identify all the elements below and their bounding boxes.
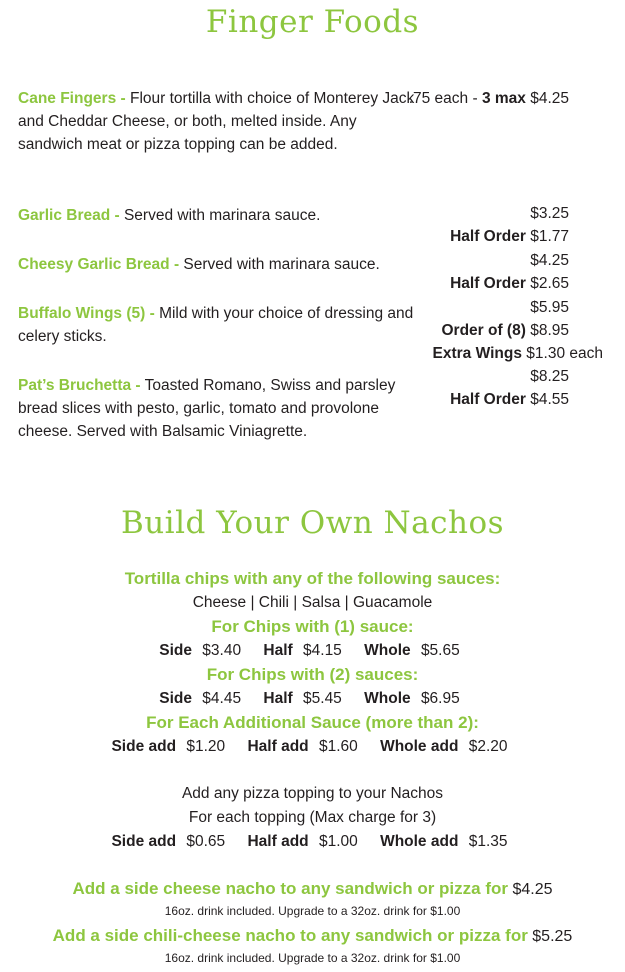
price-pair (247, 833, 363, 850)
price-value: $3.40 (202, 642, 242, 659)
price-label: Side (159, 642, 192, 659)
price-line (450, 202, 569, 225)
price-value: $8.95 (530, 322, 569, 339)
menu-item-cheesy-garlic-bread (18, 253, 418, 276)
price-line (433, 296, 569, 319)
price-label: Half Order (450, 391, 526, 408)
price-line (409, 87, 569, 110)
price-value: $2.65 (530, 275, 569, 292)
price-value: $2.20 (468, 738, 508, 755)
topping-line-2: For each topping (Max charge for 3) (188, 809, 437, 826)
price-column (450, 202, 569, 248)
price-label: Whole add (380, 738, 459, 755)
side-cheese-drink-note: 16oz. drink included. Upgrade to a 32oz. drink for $1.00 (164, 904, 461, 918)
item-description: Served with marinara sauce. (183, 256, 380, 273)
one-sauce-prices (0, 639, 625, 663)
price-label: Whole (364, 690, 411, 707)
price-label: Half add (247, 833, 309, 850)
price-label: Half Order (450, 228, 526, 245)
price-label: Extra Wings (432, 345, 522, 362)
price-label: Half add (247, 738, 309, 755)
price-line (450, 249, 569, 272)
price-label: 3 max (481, 90, 526, 107)
offer-price: $5.25 (532, 928, 573, 945)
nachos-section (0, 567, 625, 971)
nachos-title: Build Your Own Nachos (120, 505, 505, 541)
price-value: $1.35 (468, 833, 508, 850)
price-line (450, 365, 569, 388)
side-chili-drink-note: 16oz. drink included. Upgrade to a 32oz. drink for $1.00 (164, 951, 461, 965)
item-name: Garlic Bread - (18, 207, 120, 224)
price-value: $1.20 (186, 738, 226, 755)
item-description: Toasted Romano, Swiss and parsley bread slices with pesto, garlic, tomato and provolone cheese. Served with Balsamic Viniagrette. (18, 377, 396, 440)
price-value: $5.95 (530, 299, 569, 316)
two-sauce-heading: For Chips with (2) sauces: (206, 665, 419, 684)
price-column (450, 249, 569, 295)
price-label: Side (159, 690, 192, 707)
price-pair (159, 642, 247, 659)
price-pair (263, 690, 347, 707)
sauce-list: Cheese | Chili | Salsa | Guacamole (192, 594, 433, 611)
topping-prices (0, 830, 625, 854)
finger-foods-title: Finger Foods (205, 4, 420, 40)
price-value: $0.65 (186, 833, 226, 850)
item-name: Cheesy Garlic Bread - (18, 256, 180, 273)
item-name: Cane Fingers - (18, 90, 126, 107)
offer-label: Add a side cheese nacho to any sandwich or pizza for (72, 879, 508, 898)
price-value: $5.45 (303, 690, 342, 707)
price-pair (159, 690, 247, 707)
price-value: $5.65 (420, 642, 460, 659)
price-line (450, 272, 569, 295)
price-label: Half (263, 690, 293, 707)
side-chili-cheese-nacho-offer (0, 924, 625, 949)
price-value: $1.00 (318, 833, 358, 850)
price-value: $4.25 (530, 252, 569, 269)
price-label: Side add (111, 833, 177, 850)
price-prefix: .75 each - (408, 90, 482, 107)
price-value: $6.95 (420, 690, 460, 707)
menu-item-garlic-bread (18, 204, 418, 227)
item-description: Served with marinara sauce. (123, 207, 321, 224)
menu-item-buffalo-wings (18, 302, 418, 348)
item-name: Buffalo Wings (5) - (18, 305, 155, 322)
price-pair (247, 738, 363, 755)
price-value: $4.45 (202, 690, 242, 707)
price-column (450, 365, 569, 411)
price-label: Side add (111, 738, 177, 755)
offer-label: Add a side chili-cheese nacho to any sandwich or pizza for (52, 926, 528, 945)
intro-heading: Tortilla chips with any of the following sauces: (124, 569, 501, 588)
price-pair (380, 738, 513, 755)
topping-line-1: Add any pizza topping to your Nachos (181, 785, 444, 802)
price-label: Half (263, 642, 293, 659)
price-pair (111, 833, 231, 850)
price-line (433, 342, 603, 365)
price-pair (364, 642, 466, 659)
price-line (433, 319, 569, 342)
price-value: $1.60 (318, 738, 358, 755)
additional-sauce-heading: For Each Additional Sauce (more than 2): (146, 713, 479, 732)
price-value: $1.77 (530, 228, 569, 245)
price-column (409, 87, 569, 110)
item-name: Pat’s Bruchetta - (18, 377, 141, 394)
price-pair (263, 642, 347, 659)
price-value: $8.25 (530, 368, 569, 385)
price-line (450, 388, 569, 411)
menu-item-pats-bruchetta (18, 374, 418, 443)
item-description: Flour tortilla with choice of Monterey Jack and Cheddar Cheese, or both, melted inside. Any sandwich meat or pizza topping can be added. (18, 90, 415, 153)
side-cheese-nacho-offer (0, 877, 625, 902)
price-value: $1.30 each (526, 345, 603, 362)
price-value: $4.25 (530, 90, 569, 107)
price-label: Whole add (380, 833, 459, 850)
price-value: $4.15 (303, 642, 342, 659)
price-line (450, 225, 569, 248)
price-pair (364, 690, 466, 707)
price-label: Order of (8) (441, 322, 526, 339)
two-sauce-prices (0, 687, 625, 711)
item-description: Mild with your choice of dressing and celery sticks. (18, 305, 414, 345)
price-pair (111, 738, 231, 755)
price-value: $3.25 (530, 205, 569, 222)
menu-item-cane-fingers (18, 87, 418, 156)
price-pair (380, 833, 513, 850)
price-column (432, 296, 603, 365)
price-value: $4.55 (530, 391, 569, 408)
one-sauce-heading: For Chips with (1) sauce: (211, 617, 414, 636)
offer-price: $4.25 (512, 881, 553, 898)
price-label: Half Order (450, 275, 526, 292)
additional-sauce-prices (0, 735, 625, 759)
price-label: Whole (364, 642, 411, 659)
